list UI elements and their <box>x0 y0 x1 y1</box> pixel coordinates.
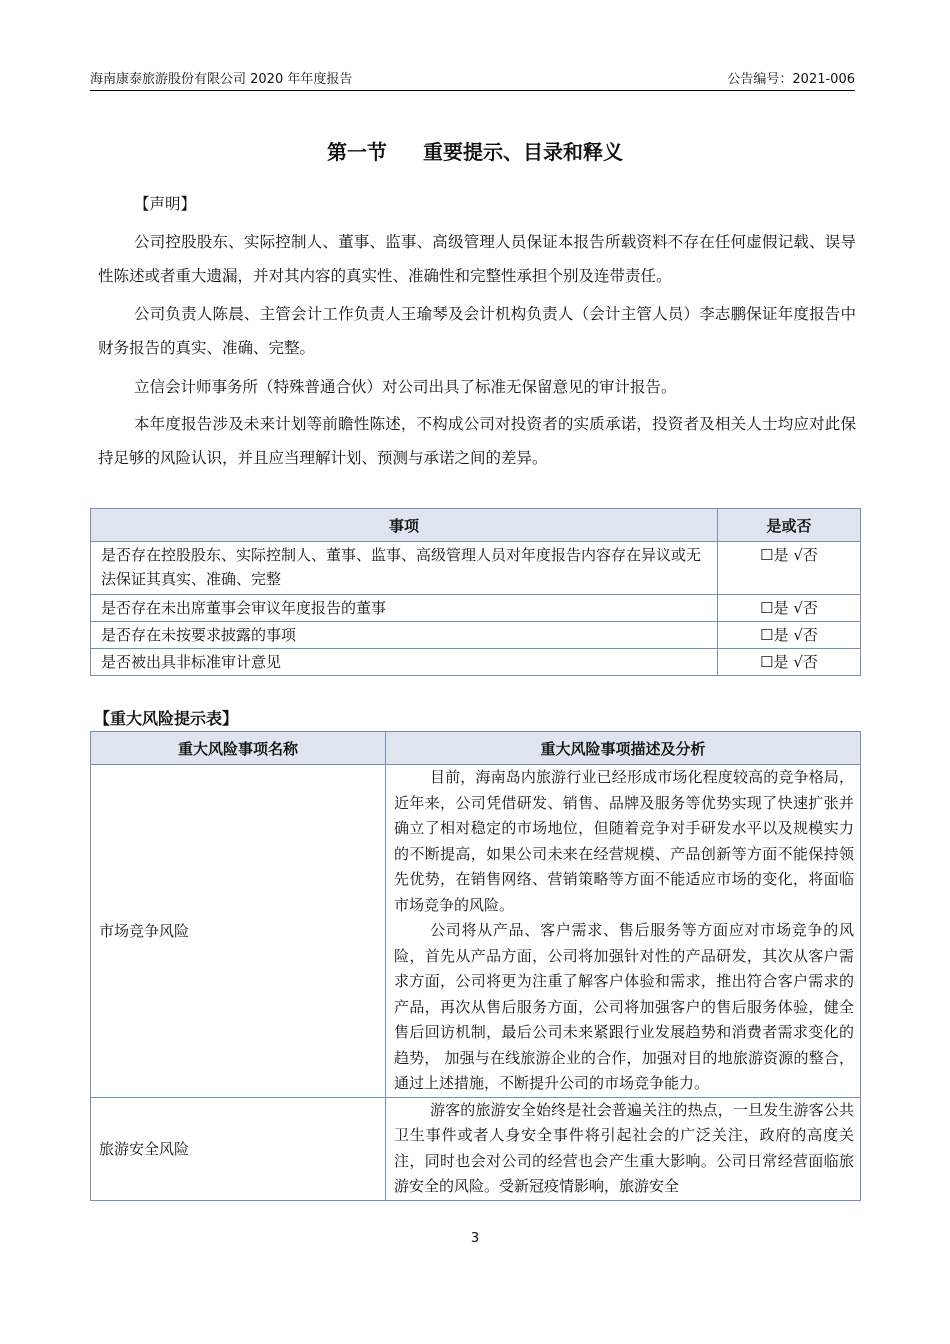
statement-label: 【声明】 <box>134 195 197 213</box>
items-table-header <box>91 509 861 542</box>
column-header-risk-description: 重大风险事项描述及分析 <box>386 732 861 765</box>
page-number: 3 <box>470 1231 480 1246</box>
column-header-risk-name: 重大风险事项名称 <box>91 732 386 765</box>
column-header-yes-no: 是或否 <box>718 509 861 542</box>
risk-description-paragraph: 目前，海南岛内旅游行业已经形成市场化程度较高的竞争格局，近年来，公司凭借研发、销售、品牌及服务等优势实现了快速扩张并确立了相对稳定的市场地位，但随着竞争对手研发水平以及规模实力的不断提高，如果公司未来在经营规模、产品创新等方面不能保持领先优势，在销售网络、营销策略等方面不能适应市场的变化，将面临市场竞争的风险。 <box>394 768 854 914</box>
page-header <box>90 68 855 91</box>
answer-cell: ☐是 √否 <box>718 595 861 622</box>
table-row <box>91 622 861 649</box>
item-cell: 是否存在控股股东、实际控制人、董事、监事、高级管理人员对年度报告内容存在异议或无法保证其真实、准确、完整 <box>91 542 718 595</box>
paragraph-forward-looking: 本年度报告涉及未来计划等前瞻性陈述，不构成公司对投资者的实质承诺，投资者及相关人士均应对此保持足够的风险认识，并且应当理解计划、预测与承诺之间的差异。 <box>98 415 856 467</box>
items-table <box>90 508 861 676</box>
risk-description-cell <box>386 1097 861 1200</box>
table-row <box>91 1097 861 1200</box>
section-name: 重要提示、目录和释义 <box>423 140 623 164</box>
paragraph-auditor: 立信会计师事务所（特殊普通合伙）对公司出具了标准无保留意见的审计报告。 <box>134 378 677 396</box>
item-cell: 是否存在未按要求披露的事项 <box>91 622 718 649</box>
risk-name-cell: 市场竞争风险 <box>91 765 386 1098</box>
risk-table-heading: 【重大风险提示表】 <box>94 709 239 728</box>
item-cell: 是否存在未出席董事会审议年度报告的董事 <box>91 595 718 622</box>
table-row <box>91 595 861 622</box>
section-number: 第一节 <box>327 140 387 164</box>
column-header-item: 事项 <box>91 509 718 542</box>
table-row <box>91 542 861 595</box>
paragraph-responsible-persons: 公司负责人陈晨、主管会计工作负责人王瑜琴及会计机构负责人（会计主管人员）李志鹏保证年度报告中财务报告的真实、准确、完整。 <box>98 305 856 357</box>
risk-name-cell: 旅游安全风险 <box>91 1097 386 1200</box>
table-row <box>91 765 861 1098</box>
risk-table-header <box>91 732 861 765</box>
table-row <box>91 649 861 676</box>
answer-cell: ☐是 √否 <box>718 542 861 595</box>
item-cell: 是否被出具非标准审计意见 <box>91 649 718 676</box>
section-title <box>0 136 950 165</box>
risk-description-cell <box>386 765 861 1098</box>
paragraph-guarantee: 公司控股股东、实际控制人、董事、监事、高级管理人员保证本报告所载资料不存在任何虚假记载、误导性陈述或者重大遗漏，并对其内容的真实性、准确性和完整性承担个别及连带责任。 <box>98 233 856 285</box>
header-announcement-number: 公告编号：2021-006 <box>727 72 855 87</box>
answer-cell: ☐是 √否 <box>718 649 861 676</box>
risk-description-paragraph: 公司将从产品、客户需求、售后服务等方面应对市场竞争的风险，首先从产品方面，公司将加强针对性的产品研发，其次从客户需求方面，公司将更为注重了解客户体验和需求，推出符合客户需求的产品，再次从售后服务方面，公司将加强客户的售后服务体验，健全售后回访机制，最后公司未来紧跟行业发展趋势和消费者需求变化的趋势， 加强与在线旅游企业的合作，加强对目的地旅游资源的整合，通过上述措施，不断提升公司的市场竞争能力。 <box>394 921 854 1092</box>
risk-description-paragraph: 游客的旅游安全始终是社会普遍关注的热点，一旦发生游客公共卫生事件或者人身安全事件将引起社会的广泛关注，政府的高度关注，同时也会对公司的经营也会产生重大影响。公司日常经营面临旅游安全的风险。受新冠疫情影响，旅游安全 <box>394 1100 854 1195</box>
header-company-report: 海南康泰旅游股份有限公司 2020 年年度报告 <box>90 72 353 87</box>
answer-cell: ☐是 √否 <box>718 622 861 649</box>
risk-table <box>90 731 861 1201</box>
